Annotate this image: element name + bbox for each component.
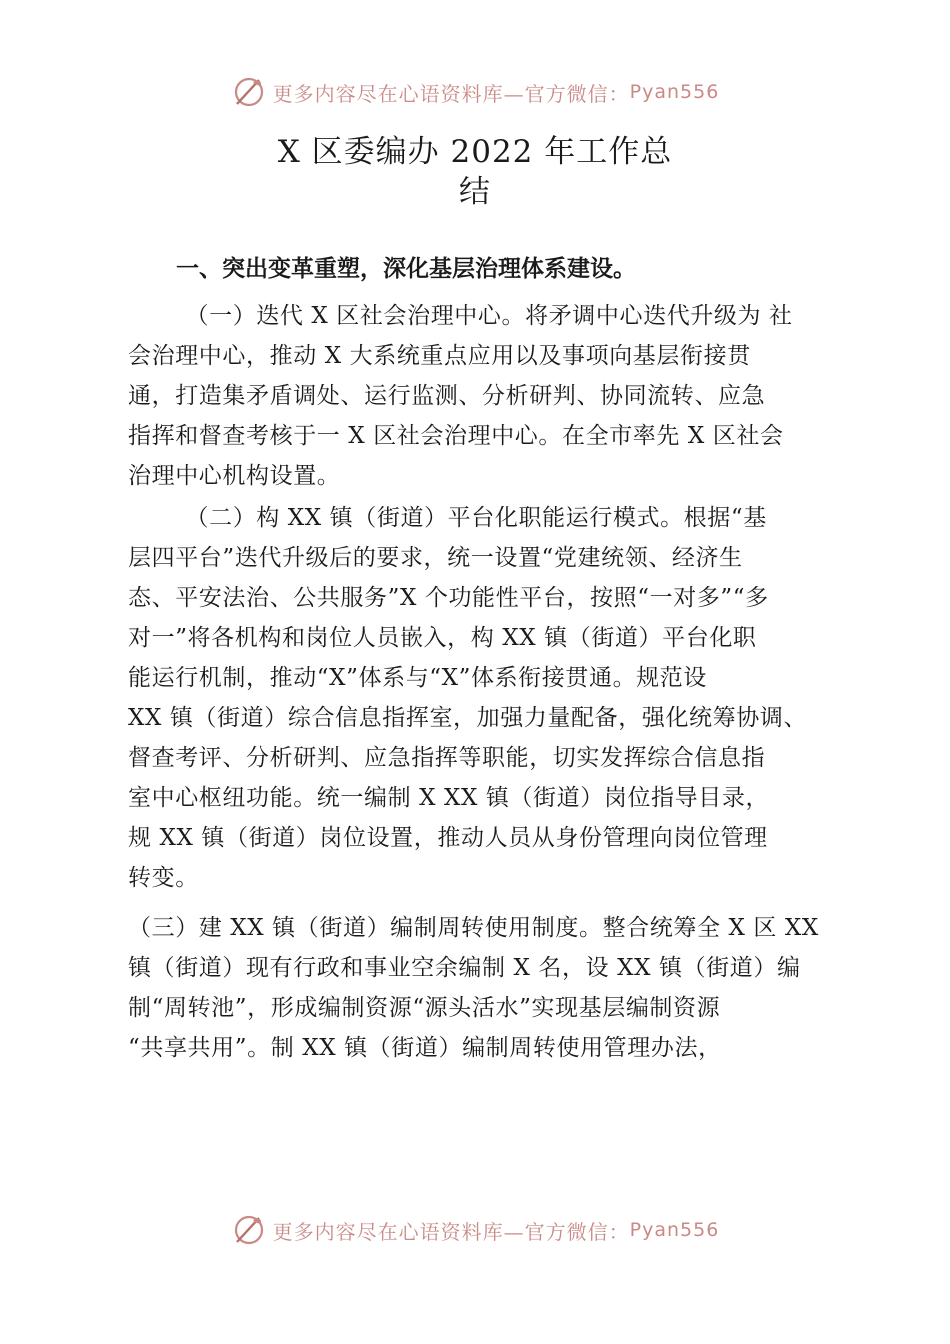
watermark-footer	[0, 1210, 950, 1250]
title-line-2: 结	[459, 174, 491, 210]
watermark-header	[0, 72, 950, 112]
watermark-wechat-id: Pyan556	[629, 81, 720, 103]
paragraph-1: （一）迭代 X 区社会治理中心。将矛调中心迭代升级为 社 会治理中心，推动 X 大系统重点应用以及事项向基层衔接贯 通，打造集矛盾调处、运行监测、分析研判、协同流转、应急 指挥和督查考核于一 X 区社会治理中心。在全市率先 X 区社会 治理中心机构设置。	[128, 303, 793, 489]
quill-seal-icon	[231, 74, 267, 110]
watermark-text: 更多内容尽在心语资料库—官方微信：	[272, 81, 630, 106]
paragraph-2: （二）构 XX 镇（街道）平台化职能运行模式。根据“基 层四平台”迭代升级后的要求，统一设置“党建统领、经济生 态、平安法治、公共服务”X 个功能性平台，按照“一对多”“多 对一”将各机构和岗位人员嵌入，构 XX 镇（街道）平台化职 能运行机制，推动“X”体系与“X”体系衔接贯通。规范设 XX 镇（街道）综合信息指挥室，加强力量配备，强化统筹协调、 督查考评、分析研判、应急指挥等职能，切实发挥综合信息指 室中心枢纽功能。统一编制 X XX 镇（街道）岗位指导目录， 规 XX 镇（街道）岗位设置，推动人员从身份管理向岗位管理 转变。	[128, 505, 808, 891]
section-heading: 一、突出变革重塑，深化基层治理体系建设。	[176, 256, 636, 282]
quill-seal-icon	[231, 1212, 267, 1248]
document-body	[128, 254, 828, 1068]
paragraph-3: （三）建 XX 镇（街道）编制周转使用制度。整合统筹全 X 区 XX 镇（街道）现有行政和事业空余编制 X 名，设 XX 镇（街道）编 制“周转池”，形成编制资源“源头活水”实现基层编制资源 “共享共用”。制 XX 镇（街道）编制周转使用管理办法，	[128, 915, 819, 1061]
watermark-wechat-id: Pyan556	[629, 1219, 720, 1241]
document-title	[0, 132, 950, 212]
title-line-1: X 区委编办 2022 年工作总	[277, 134, 673, 170]
watermark-text: 更多内容尽在心语资料库—官方微信：	[272, 1219, 630, 1244]
